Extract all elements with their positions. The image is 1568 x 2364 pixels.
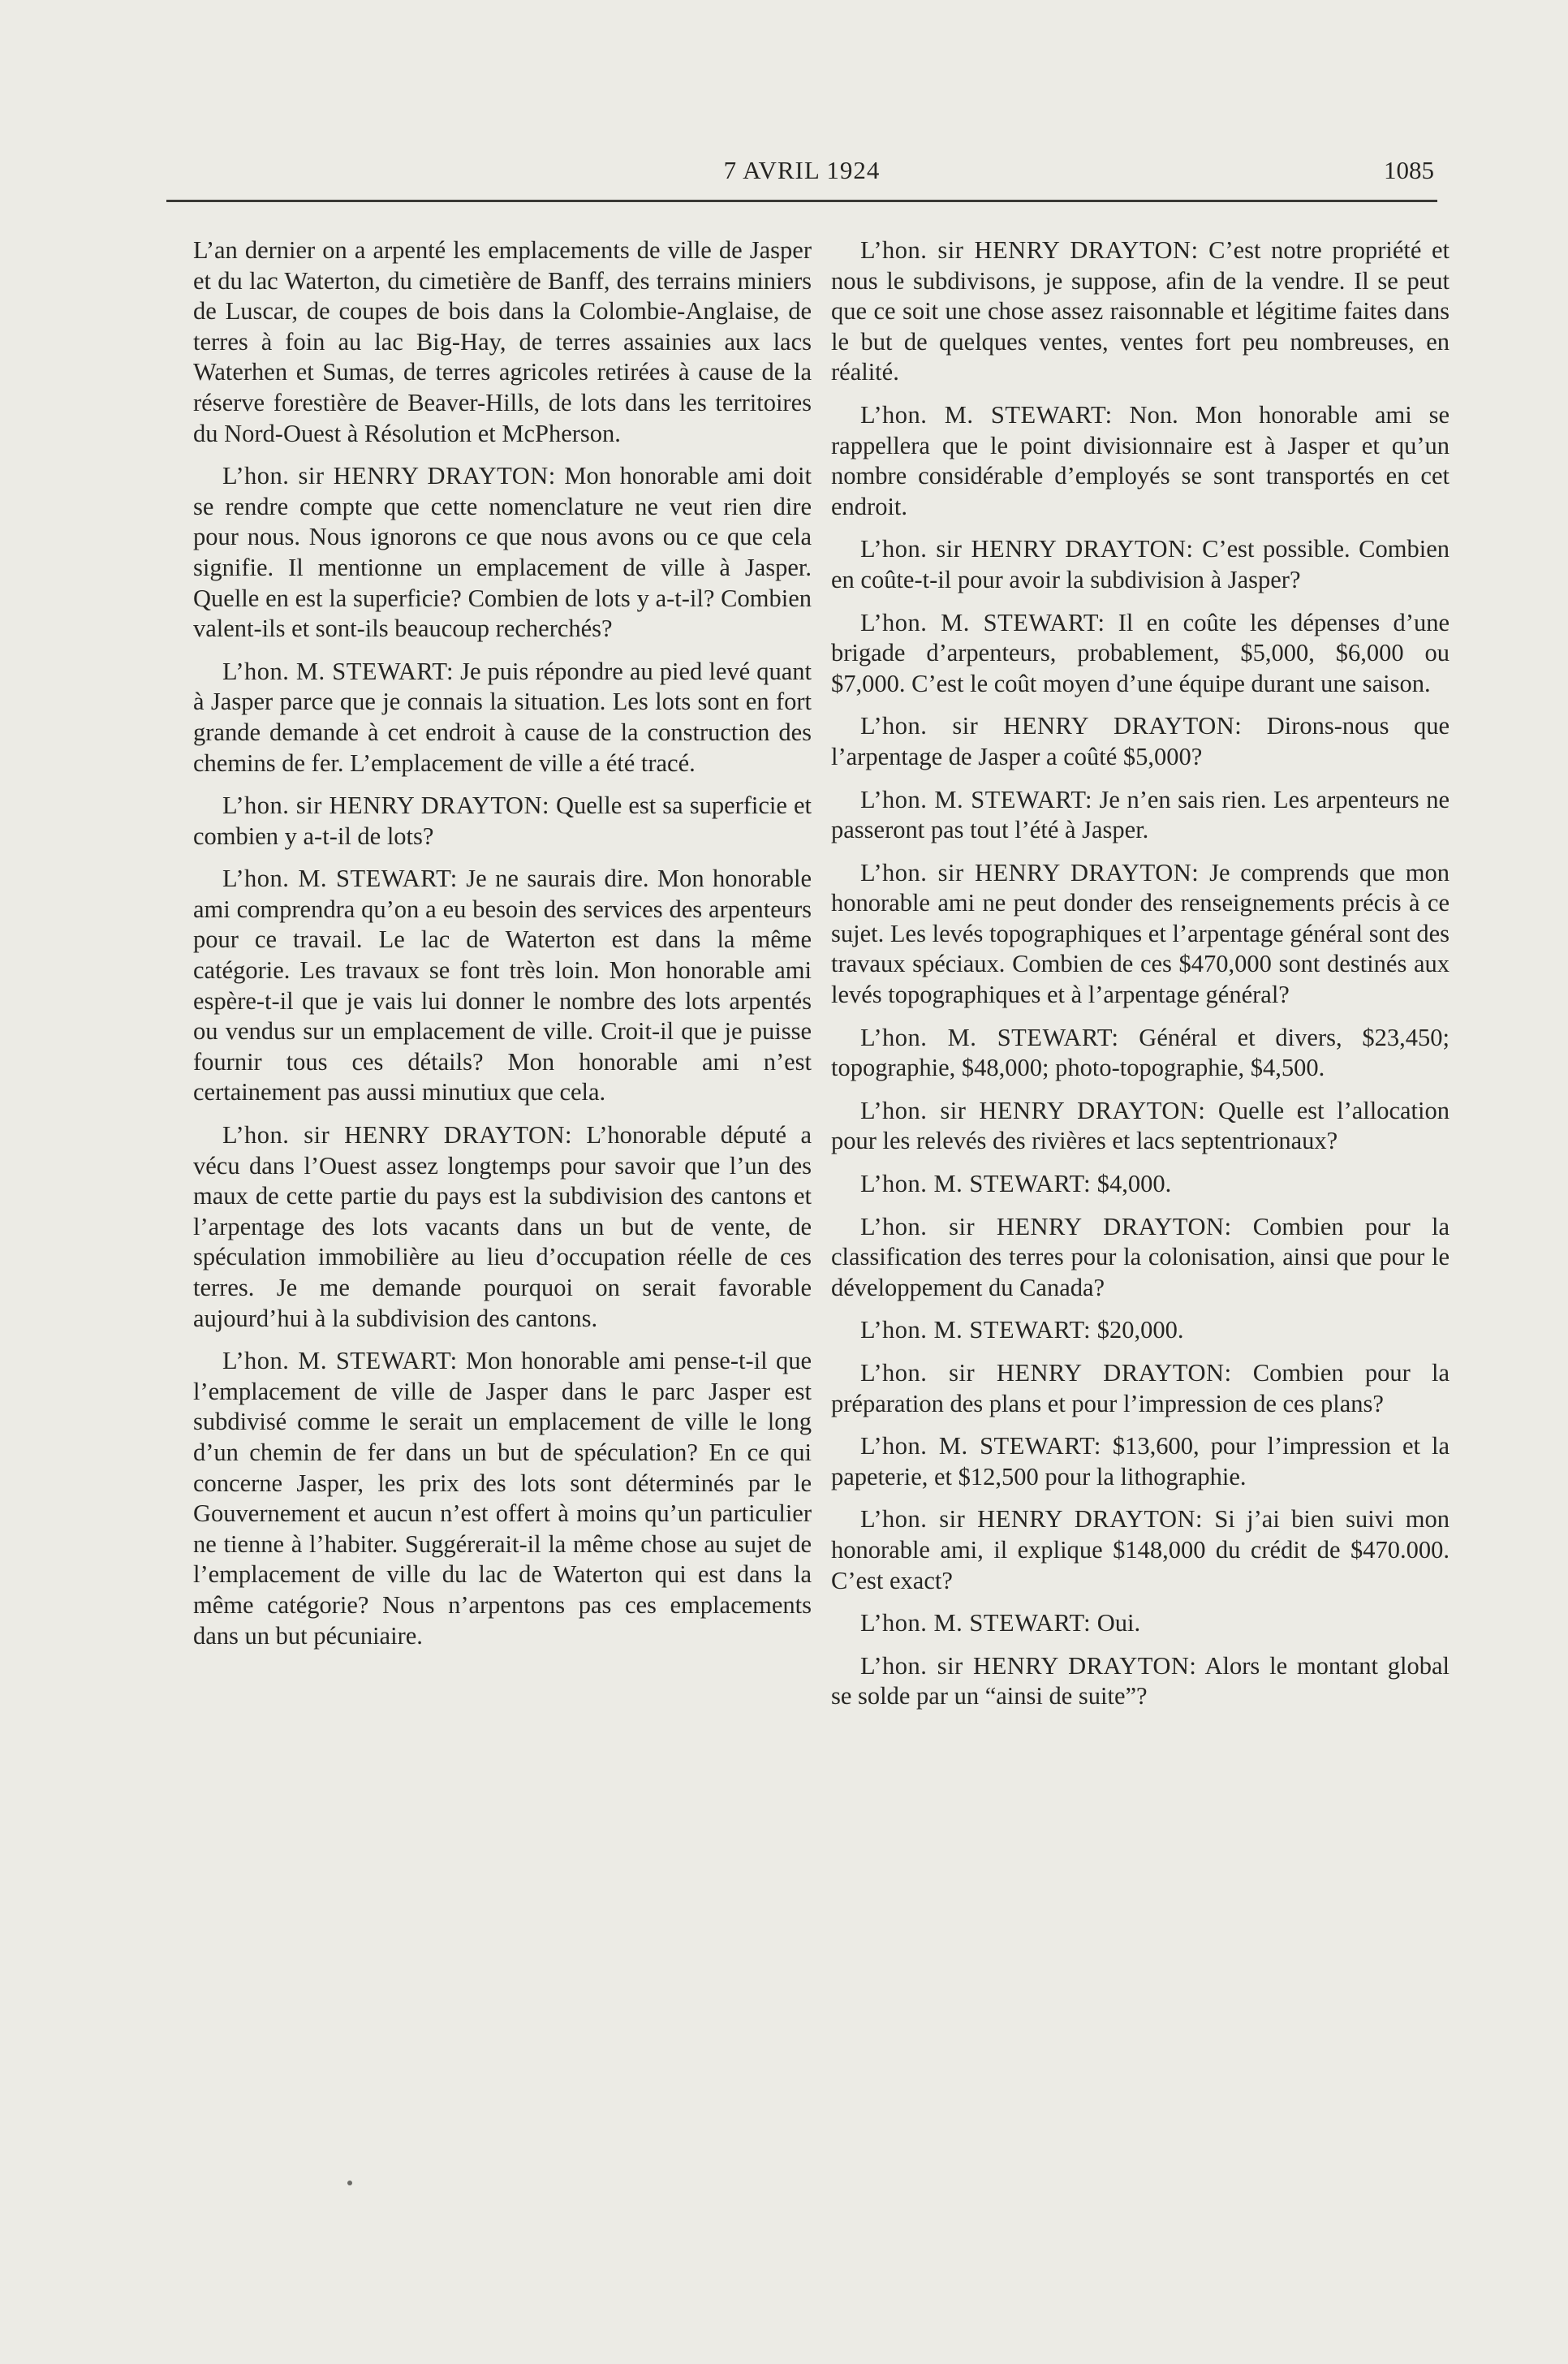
speaker-name: L’hon. M. STEWART:	[860, 1170, 1092, 1198]
paragraph-text: Je comprends que mon honorable ami ne peut donder des renseignements précis à ce sujet. Les levés topographiques et l’arpentage général sont des travaux spéciaux. Combien de ces $470,000 sont destinés aux levés topographiques et à l’arpentage général?	[831, 858, 1450, 1009]
paragraph	[193, 1346, 812, 1651]
speaker-name: L’hon. M. STEWART:	[860, 1316, 1092, 1344]
paragraph	[831, 858, 1450, 1011]
paragraph-text: Combien pour la préparation des plans et pour l’impression de ces plans?	[831, 1359, 1450, 1417]
paragraph-text: Non. Mon honorable ami se rappellera que le point divisionnaire est à Jasper et qu’un nombre considérable d’employés se sont transportés en cet endroit.	[831, 400, 1450, 520]
paragraph-text: Il en coûte les dépenses d’une brigade d’arpenteurs, probablement, $5,000, $6,000 ou $7,000. C’est le coût moyen d’une équipe durant une saison.	[831, 608, 1450, 697]
paragraph	[831, 1651, 1450, 1712]
paragraph	[831, 608, 1450, 700]
paragraph-text: Général et divers, $23,450; topographie, $48,000; photo-topographie, $4,500.	[831, 1023, 1450, 1082]
paragraph-text: L’honorable député a vécu dans l’Ouest assez longtemps pour savoir que l’un des maux de cette partie du pays est la subdivision des cantons et l’arpentage des lots vacants dans un but de vente, de spéculation immobilière au lieu d’occupation réelle de ces terres. Je me demande pourquoi on serait favorable aujourd’hui à la subdivision des cantons.	[193, 1121, 812, 1332]
paragraph	[831, 1608, 1450, 1639]
paragraph-text: C’est notre propriété et nous le subdivisons, je suppose, afin de la vendre. Il se peut que ce soit une chose assez raisonnable et légitime faites dans le but de quelques ventes, ventes fort peu nombreuses, en réalité.	[831, 236, 1450, 386]
paragraph	[831, 1504, 1450, 1596]
paragraph-text: Je ne saurais dire. Mon honorable ami comprendra qu’on a eu besoin des services des arpenteurs pour ce travail. Le lac de Waterton est dans la même catégorie. Les travaux se font très loin. Mon honorable ami espère-t-il que je vais lui donner le nombre des lots arpentés ou vendus sur un emplacement de ville. Croit-il que je puisse fournir tous ces détails? Mon honorable ami n’est certainement pas aussi minutiux que cela.	[193, 865, 812, 1107]
paragraph-text: $20,000.	[1091, 1316, 1184, 1344]
paragraph	[831, 1169, 1450, 1200]
page-header	[166, 151, 1437, 202]
paragraph-text: C’est possible. Combien en coûte-t-il pour avoir la subdivision à Jasper?	[831, 535, 1450, 593]
paragraph-text: Dirons-nous que l’arpentage de Jasper a coûté $5,000?	[831, 712, 1450, 770]
speaker-name: L’hon. M. STEWART:	[222, 657, 454, 685]
paragraph	[831, 400, 1450, 522]
paragraph	[831, 1431, 1450, 1492]
paragraph	[831, 534, 1450, 595]
paragraph	[831, 711, 1450, 772]
speaker-name: L’hon. sir HENRY DRAYTON:	[860, 535, 1194, 563]
speaker-name: L’hon. M. STEWART:	[860, 608, 1105, 636]
speaker-name: L’hon. sir HENRY DRAYTON:	[222, 1121, 573, 1150]
speaker-name: L’hon. sir HENRY DRAYTON:	[860, 1359, 1232, 1387]
paragraph-text: Quelle est sa superficie et combien y a-t-il de lots?	[193, 792, 812, 850]
ink-dot	[347, 2181, 352, 2185]
paragraph	[831, 785, 1450, 846]
speaker-name: L’hon. M. STEWART:	[860, 785, 1092, 813]
paragraph-text: Alors le montant global se solde par un “ainsi de suite”?	[831, 1651, 1450, 1710]
page-number: 1085	[1384, 156, 1434, 184]
paragraph	[831, 1358, 1450, 1419]
paragraph	[831, 1212, 1450, 1304]
paragraph-text: Quelle est l’allocation pour les relevés des rivières et lacs septentrionaux?	[831, 1096, 1450, 1155]
paragraph-text: Je puis répondre au pied levé quant à Jasper parce que je connais la situation. Les lots sont en fort grande demande à cet endroit à cause de la construction des chemins de fer. L’emplacement de ville a été tracé.	[193, 657, 812, 777]
speaker-name: L’hon. sir HENRY DRAYTON:	[222, 792, 549, 820]
speaker-name: L’hon. M. STEWART:	[222, 865, 458, 893]
paragraph	[193, 864, 812, 1108]
paragraph	[193, 657, 812, 779]
speaker-name: L’hon. M. STEWART:	[860, 1609, 1092, 1637]
paragraph	[193, 461, 812, 645]
paragraph	[193, 791, 812, 852]
paragraph-text: Mon honorable ami doit se rendre compte que cette nomenclature ne veut rien dire pour nous. Nous ignorons ce que nous avons ou ce que cela signifie. Il mentionne un emplacement de ville à Jasper. Quelle en est la superficie? Combien de lots y a-t-il? Combien valent-ils et sont-ils beaucoup recherchés?	[193, 462, 812, 643]
paragraph-text: L’an dernier on a arpenté les emplacements de ville de Jasper et du lac Waterton, du cimetière de Banff, des terrains miniers de Luscar, de coupes de bois dans la Colombie-Anglaise, de terres à foin au lac Big-Hay, de terres assainies aux lacs Waterhen et Sumas, de terres agricoles retirées à cause de la réserve forestière de Beaver-Hills, de lots dans les territoires du Nord-Ouest à Résolution et McPherson.	[193, 236, 812, 447]
speaker-name: L’hon. M. STEWART:	[222, 1347, 458, 1375]
speaker-name: L’hon. sir HENRY DRAYTON:	[860, 1212, 1232, 1240]
right-column	[831, 235, 1450, 1724]
paragraph	[831, 1096, 1450, 1157]
paragraph-text: Combien pour la classification des terres pour la colonisation, ainsi que pour le développement du Canada?	[831, 1212, 1450, 1301]
paragraph	[193, 1120, 812, 1334]
header-date: 7 AVRIL 1924	[723, 156, 881, 184]
speaker-name: L’hon. sir HENRY DRAYTON:	[860, 712, 1243, 740]
paragraph-text: $4,000.	[1091, 1170, 1172, 1198]
speaker-name: L’hon. sir HENRY DRAYTON:	[860, 1505, 1203, 1534]
paragraph	[831, 235, 1450, 388]
paragraph	[193, 235, 812, 449]
speaker-name: L’hon. M. STEWART:	[860, 400, 1113, 429]
paragraph-text: Si j’ai bien suivi mon honorable ami, il explique $148,000 du crédit de $470.000. C’est exact?	[831, 1505, 1450, 1594]
paragraph	[831, 1315, 1450, 1346]
speaker-name: L’hon. sir HENRY DRAYTON:	[860, 1096, 1206, 1124]
paragraph-text: Je n’en sais rien. Les arpenteurs ne passeront pas tout l’été à Jasper.	[831, 785, 1450, 844]
left-column	[193, 235, 812, 1663]
paragraph-text: Mon honorable ami pense-t-il que l’emplacement de ville de Jasper dans le parc Jasper est subdivisé comme le serait un emplacement de ville le long d’un chemin de fer dans un but de spéculation? En ce qui concerne Jasper, les prix des lots sont déterminés par le Gouvernement et aucun n’est offert à moins qu’un particulier ne tienne à l’habiter. Suggérerait-il la même chose au sujet de l’emplacement de ville du lac de Waterton qui est dans la même catégorie? Nous n’arpentons pas ces emplacements dans un but pécuniaire.	[193, 1347, 812, 1650]
paragraph	[831, 1023, 1450, 1084]
speaker-name: L’hon. M. STEWART:	[860, 1023, 1119, 1051]
speaker-name: L’hon. sir HENRY DRAYTON:	[860, 1651, 1197, 1680]
speaker-name: L’hon. sir HENRY DRAYTON:	[222, 462, 556, 490]
speaker-name: L’hon. sir HENRY DRAYTON:	[860, 858, 1200, 886]
speaker-name: L’hon. M. STEWART:	[860, 1432, 1101, 1460]
speaker-name: L’hon. sir HENRY DRAYTON:	[860, 236, 1199, 264]
paragraph-text: Oui.	[1091, 1609, 1141, 1637]
paragraph-text: $13,600, pour l’impression et la papeterie, et $12,500 pour la lithographie.	[831, 1432, 1450, 1490]
